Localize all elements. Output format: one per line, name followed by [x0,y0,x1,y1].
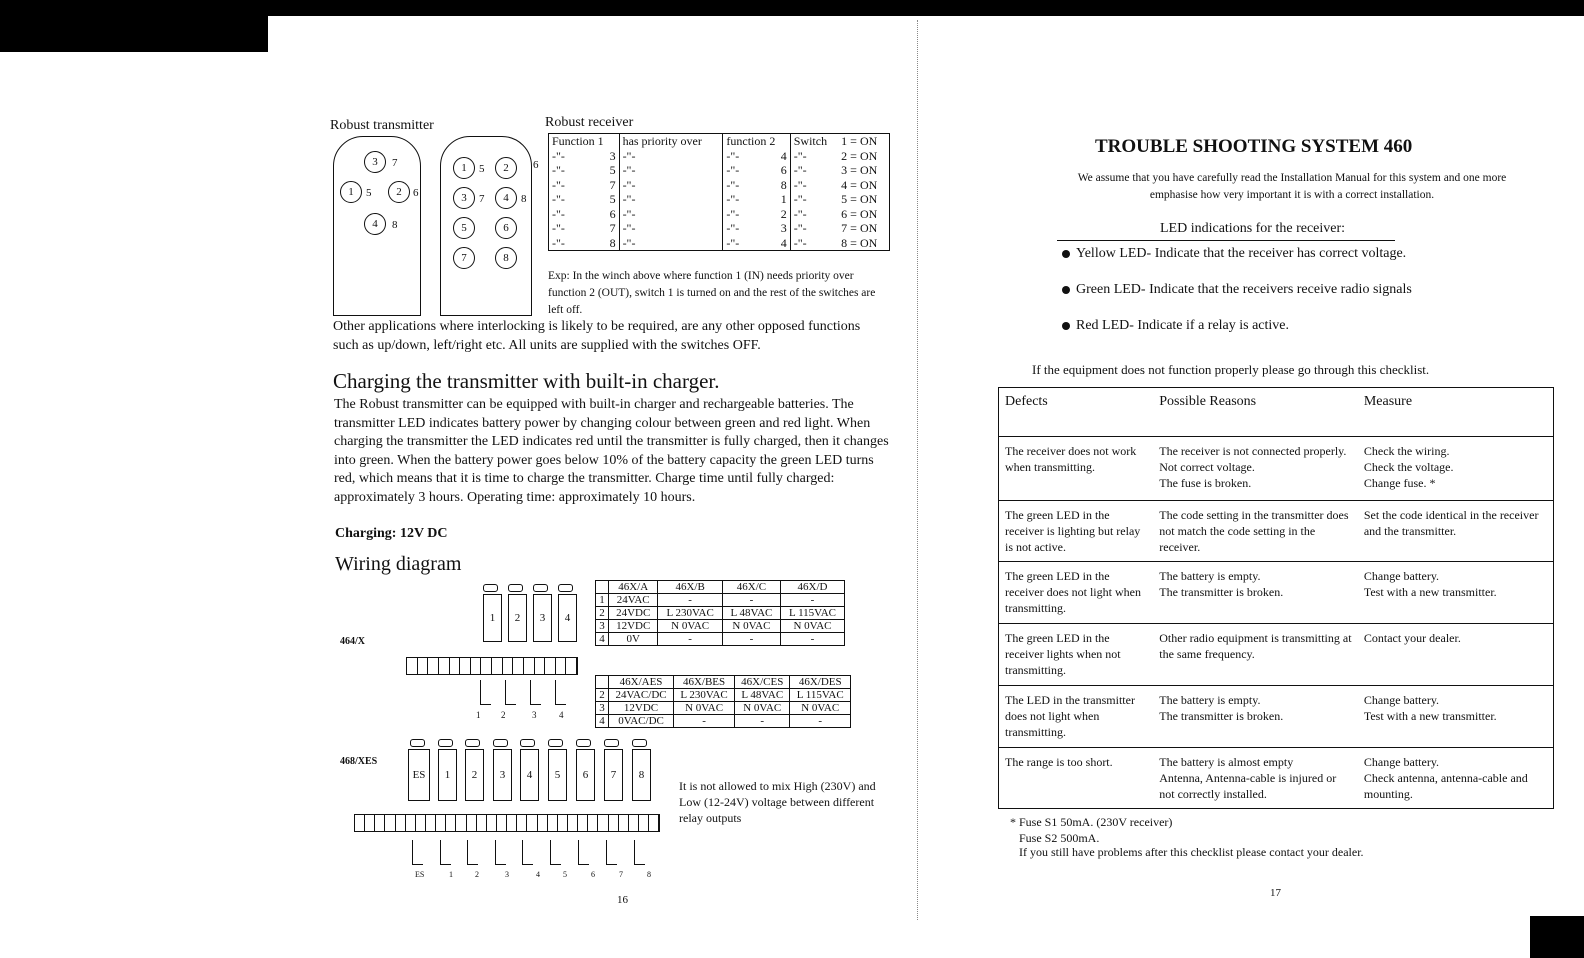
contact-dealer-note: If you still have problems after this checklist please contact your dealer. [1019,845,1364,859]
transmitter-button: 7 [453,247,475,269]
bullet-icon [1062,286,1070,294]
relay-464x-2: 2 [508,594,527,642]
header-reasons: Possible Reasons [1159,394,1257,409]
table-row: 3 12VDC N 0VAC N 0VAC N 0VAC [596,702,851,715]
transmitter-button: 3 [364,151,386,173]
contact-label: ES [415,870,425,879]
example-note: Exp: In the winch above where function 1 (IN) needs priority over function 2 (OUT), switch 1 is turned on and the rest of the switches are left off. [548,270,876,316]
page-title: TROUBLE SHOOTING SYSTEM 460 [1095,136,1413,157]
led-item-green: Green LED- Indicate that the receivers receive radio signals [1062,282,1412,298]
transmitter-button: 2 [495,157,517,179]
relay-468xes-1: 1 [438,749,457,801]
contact-label: 4 [536,870,540,879]
relay-468xes-3: 3 [493,749,512,801]
header-measure: Measure [1363,394,1413,409]
table-row: 2 24VAC/DC L 230VAC L 48VAC L 115VAC [596,689,851,702]
intro-paragraph: We assume that you have carefully read the Installation Manual for this system and one more emphasise how very important it is with a correct installation. [1077,172,1507,201]
mix-voltage-note: It is not allowed to mix High (230V) and Low (12-24V) voltage between different relay outputs [679,779,876,825]
wiring-table-46x: 46X/A 46X/B 46X/C 46X/D 1 24VAC - - - 2 24VDC L 230VAC L 48VAC L 115VAC 3 12VDC N 0VAC N 0VAC N 0VAC 4 0V - - - [595,580,845,646]
table-row: The green LED in the receiver does not light when transmitting. The battery is empty. The transmitter is broken. Change battery. Test with a new transmitter. [999,562,1554,624]
troubleshooting-table [998,387,1554,809]
transmitter-button: 5 [453,217,475,239]
relay-464x-1: 1 [483,594,502,642]
scan-edge-bottom-right [1530,916,1584,958]
table-row: -"- 5 -"- -"- 1 -"- 5 = ON [552,192,878,206]
charging-spec: Charging: 12V DC [335,526,448,541]
contact-label: 6 [591,870,595,879]
checklist-intro: If the equipment does not function properly please go through this checklist. [1032,362,1430,377]
contact-label: 2 [475,870,479,879]
transmitter-button: 2 [388,181,410,203]
table-row: The LED in the transmitter does not light when transmitting. The battery is empty. The transmitter is broken. Change battery. Test with a new transmitter. [999,686,1554,748]
page-number-left: 16 [617,894,628,906]
model-468xes-label: 468/XES [340,756,378,767]
table-row: -"- 3 -"- -"- 4 -"- 2 = ON [552,148,878,163]
contact-label: 4 [559,710,564,720]
relay-468xes-8: 8 [632,749,651,801]
led-heading-rule [1057,240,1395,241]
contact-label: 8 [647,870,651,879]
transmitter-remote-4btn: 3 7 1 5 2 6 4 8 [333,136,421,316]
led-item-red: Red LED- Indicate if a relay is active. [1062,318,1289,334]
table-row: The green LED in the receiver is lighting but relay is not active. The code setting in the transmitter does not match the code setting in the receiver. Set the code identical in the receiver and the transmitter. [999,501,1554,562]
table-row: -"- 5 -"- -"- 6 -"- 3 = ON [552,163,878,177]
contact-label: 5 [563,870,567,879]
transmitter-button: 1 [340,181,362,203]
relay-468xes-2: 2 [465,749,484,801]
transmitter-button: 6 [495,217,517,239]
transmitter-remote-8btn: 1 5 2 6 3 7 4 8 5 6 7 8 [440,136,532,316]
table-row: 2 24VDC L 230VAC L 48VAC L 115VAC [596,607,845,620]
table-row: -"- 7 -"- -"- 3 -"- 7 = ON [552,221,878,235]
contact-label: 2 [501,710,506,720]
table-row: 3 12VDC N 0VAC N 0VAC N 0VAC [596,620,845,633]
relay-464x-3: 3 [533,594,552,642]
table-row: -"- 8 -"- -"- 4 -"- 8 = ON [552,235,878,250]
table-row: 1 24VAC - - - [596,594,845,607]
fuse-note-2: Fuse S2 500mA. [1019,831,1100,845]
led-heading: LED indications for the receiver: [1160,221,1346,236]
table-row: The range is too short. The battery is almost empty Antenna, Antenna-cable is injured or not correctly installed. Change battery. Check antenna, antenna-cable and mounting. [999,748,1554,809]
relay-468xes-5: 5 [548,749,567,801]
table-row: -"- 7 -"- -"- 8 -"- 4 = ON [552,177,878,192]
transmitter-button: 4 [364,213,386,235]
table-row: The receiver does not work when transmitting. The receiver is not connected properly. Not correct voltage. The fuse is broken. Check the wiring. Check the voltage. Change fuse. * [999,437,1554,501]
transmitter-button: 3 [453,187,475,209]
contact-label: 3 [505,870,509,879]
wiring-heading: Wiring diagram [335,553,462,575]
bullet-icon [1062,322,1070,330]
contact-label: 3 [532,710,537,720]
transmitter-button: 1 [453,157,475,179]
relay-468xes-4: 4 [520,749,539,801]
table-row: 4 0VAC/DC - - - [596,715,851,728]
receiver-priority-table: Function 1 has priority over function 2 Switch 1 = ON -"- 3 -"- -"- 4 -"- 2 = ON -"- 5 -"- -"- 6 -"- 3 = ON -"- 7 -"- -"- 8 -"- 4 = ON -"- 5 -"- -"- 1 -"- 5 = ON -"- 6 -"- -"- 2 -"- 6 = ON -"- 7 -"- -"- 3 -"- 7 = ON -"- 8 -"- -"- 4 -"- 8 = ON [548,133,890,251]
contact-label: 1 [476,710,481,720]
relay-464x-4: 4 [558,594,577,642]
terminal-block-468xes [354,814,660,832]
contact-label: 7 [619,870,623,879]
header-defects: Defects [1005,394,1048,409]
wiring-table-46xes: 46X/AES 46X/BES 46X/CES 46X/DES 2 24VAC/DC L 230VAC L 48VAC L 115VAC 3 12VDC N 0VAC N 0VAC N 0VAC 4 0VAC/DC - - - [595,675,851,728]
bullet-icon [1062,250,1070,258]
page-fold [917,20,919,920]
transmitter-title: Robust transmitter [330,118,434,133]
model-464x-label: 464/X [340,636,365,647]
fuse-note-1: * Fuse S1 50mA. (230V receiver) [1010,815,1173,829]
relay-468xes-7: 7 [604,749,623,801]
terminal-block-464x [406,657,578,675]
led-item-yellow: Yellow LED- Indicate that the receiver has correct voltage. [1062,246,1406,262]
transmitter-button: 4 [495,187,517,209]
table-row: -"- 6 -"- -"- 2 -"- 6 = ON [552,206,878,221]
charging-paragraph: The Robust transmitter can be equipped with built-in charger and rechargeable batteries. The transmitter LED indicates battery power by changing colour between green and red light. When charging the transmitter the LED indicates red until the transmitter is fully charged, then it changes into green. When the battery power goes below 10% of the battery capacity the green LED turns red, which means that it is time to charge the transmitter. Charge time until fully charged: approximately 3 hours. Operating time: approximately 10 hours. [334,397,889,505]
transmitter-button: 8 [495,247,517,269]
charging-heading: Charging the transmitter with built-in charger. [333,369,720,393]
page-number-right: 17 [1270,887,1281,899]
scan-edge-top-left [0,0,268,52]
interlock-paragraph: Other applications where interlocking is likely to be required, are any other opposed functions such as up/down, left/right etc. All units are supplied with the switches OFF. [333,319,861,353]
table-row: 4 0V - - - [596,633,845,646]
receiver-title: Robust receiver [545,115,634,130]
relay-468xes-es: ES [408,749,430,801]
table-row: The green LED in the receiver lights when not transmitting. Other radio equipment is transmitting at the same frequency. Contact your dealer. [999,624,1554,686]
contact-label: 1 [449,870,453,879]
relay-468xes-6: 6 [576,749,595,801]
